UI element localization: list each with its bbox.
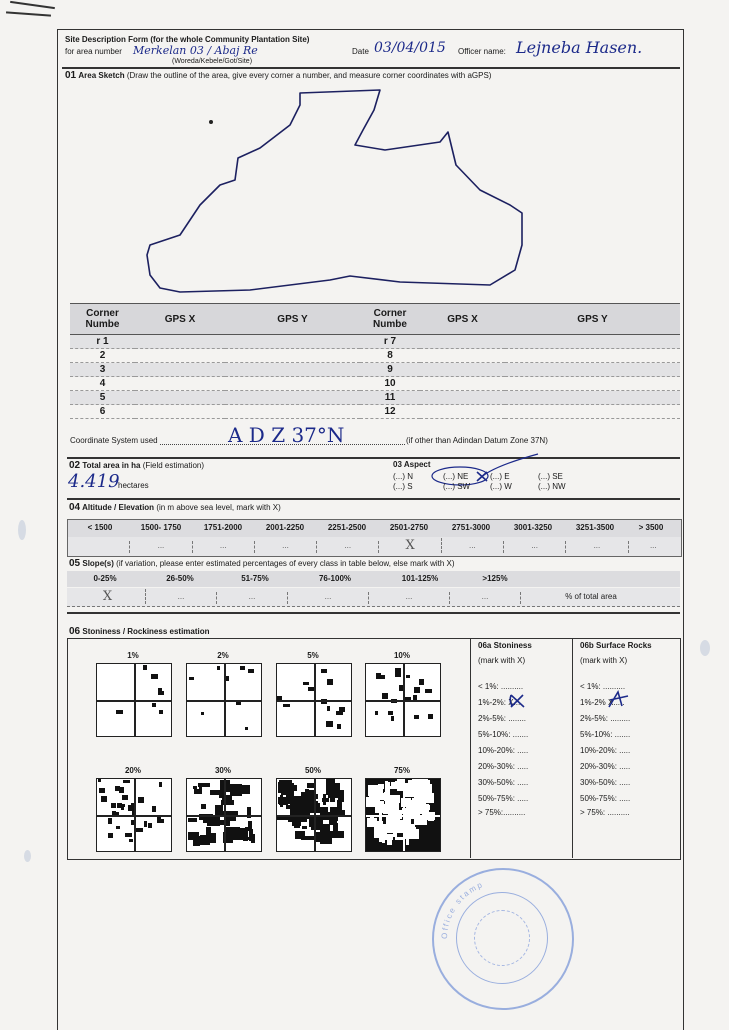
divider (67, 498, 680, 500)
rock-mark (101, 796, 107, 802)
area-number-value[interactable]: Merkelan 03 / Abaj Re (133, 44, 258, 57)
corner-number: 4 (70, 377, 135, 391)
stoniness-example-grid (276, 663, 352, 737)
altitude-cell[interactable]: ... (504, 541, 566, 553)
divider (67, 612, 680, 614)
coordinate-label: Coordinate System used (70, 436, 158, 445)
stoniness-example-grid (96, 663, 172, 737)
section-02-heading (69, 460, 204, 471)
section-num: 01 (65, 70, 77, 81)
rock-mark (201, 804, 206, 809)
section-num: 05 (69, 558, 81, 569)
rock-mark (217, 666, 220, 670)
stoniness-example-label: 10% (393, 651, 410, 660)
altitude-cell-selected[interactable]: X (379, 538, 441, 553)
rock-mark (115, 786, 120, 791)
rock-mark (159, 782, 162, 787)
stoniness-example-label: 1% (127, 651, 139, 660)
stoniness-option[interactable]: 10%-20%: ..... (478, 746, 529, 755)
section-06-heading (69, 626, 210, 637)
altitude-range: 3251-3500 (575, 523, 615, 532)
total-area-unit: hectares (118, 481, 149, 490)
rock-mark (288, 818, 301, 822)
rock-mark (248, 669, 254, 673)
slope-cell[interactable]: ... (450, 592, 521, 604)
rock-mark (417, 791, 421, 802)
rock-mark (303, 682, 309, 685)
rock-mark (189, 677, 194, 680)
altitude-cell[interactable]: ... (566, 541, 628, 553)
grid-line (187, 700, 261, 702)
rock-mark (327, 679, 333, 685)
area-sublabel: (Woreda/Kebele/Got/Site) (172, 58, 253, 65)
slope-cell[interactable]: ... (369, 592, 450, 604)
rock-mark (188, 832, 199, 840)
grid-line (97, 815, 171, 817)
section-sub: (if variation, please enter estimated percentages of every class in table below, else mark with X) (116, 559, 455, 568)
slope-range: 76-100% (318, 574, 352, 583)
altitude-range: > 3500 (638, 523, 664, 532)
rock-mark (236, 701, 241, 705)
rock-mark (301, 836, 315, 840)
gps-x-cell[interactable] (420, 405, 505, 419)
rock-mark (375, 711, 378, 715)
surface-rocks-option[interactable]: 20%-30%: ..... (580, 762, 631, 771)
rock-mark (337, 724, 341, 729)
rock-mark (413, 828, 416, 834)
date-value[interactable]: 03/04/015 (374, 40, 446, 56)
surface-rocks-option[interactable]: 10%-20%: ..... (580, 746, 631, 755)
section-title: Area Sketch (78, 71, 125, 80)
surface-rocks-option[interactable]: < 1%: .......... (580, 682, 626, 691)
gps-x-cell[interactable] (135, 349, 225, 363)
altitude-range: 2501-2750 (389, 523, 429, 532)
altitude-range: 1751-2000 (203, 523, 243, 532)
corner-number: r 7 (360, 335, 420, 349)
date-label: Date (352, 47, 369, 56)
rock-mark (121, 807, 124, 810)
area-outline (147, 90, 522, 292)
stoniness-title: 06a Stoniness (478, 641, 532, 650)
slope-cell-selected[interactable]: X (70, 589, 146, 604)
altitude-cell[interactable]: ... (130, 541, 192, 553)
officer-name-value[interactable]: Lejneba Hasen. (516, 38, 643, 57)
rock-mark (143, 665, 147, 670)
stoniness-option-selected[interactable]: 1%-2%: X... (478, 698, 521, 707)
corner-number: 9 (360, 363, 420, 377)
rock-mark (144, 821, 147, 827)
gps-x-cell[interactable] (420, 363, 505, 377)
col-header: GPS X (135, 304, 225, 335)
rock-mark (326, 779, 335, 785)
rock-mark (99, 788, 105, 793)
stoniness-example-grid (276, 778, 352, 852)
stamp-text: Office stamp (439, 879, 486, 940)
gps-x-cell[interactable] (420, 349, 505, 363)
divider (62, 67, 680, 69)
stoniness-example-label: 30% (214, 766, 231, 775)
section-num: 03 (393, 460, 402, 469)
stoniness-example-label: 75% (393, 766, 410, 775)
section-sub: (in m above sea level, mark with X) (156, 503, 281, 512)
aspect-option-sw[interactable]: (...) SW (443, 482, 471, 491)
rock-mark (209, 839, 215, 842)
altitude-range: 2251-2500 (327, 523, 367, 532)
col-header: Corner Numbe (360, 304, 420, 335)
stoniness-sub: (mark with X) (478, 656, 526, 665)
rock-mark (200, 835, 208, 845)
rock-mark (330, 790, 335, 802)
section-instruction: (Draw the outline of the area, give every corner a number, and measure corner coordinates with aGPS) (126, 71, 492, 80)
gps-x-cell[interactable] (135, 391, 225, 405)
rock-mark (152, 806, 156, 812)
surface-rocks-option[interactable]: 50%-75%: ..... (580, 794, 631, 803)
rock-mark (386, 802, 399, 811)
rock-mark (245, 827, 252, 831)
rock-mark (245, 727, 248, 730)
rock-mark (151, 674, 158, 679)
rock-mark (382, 693, 388, 699)
rock-mark (138, 797, 144, 803)
rock-mark (116, 710, 123, 714)
aspect-option-w[interactable]: (...) W (490, 482, 512, 491)
rock-mark (295, 799, 301, 808)
scan-speck (18, 520, 26, 540)
rock-mark (123, 780, 130, 783)
corner-number: 12 (360, 405, 420, 419)
rock-mark (369, 790, 376, 797)
form-title: Site Description Form (for the whole Community Plantation Site) (65, 35, 310, 44)
rock-mark (148, 823, 152, 828)
slope-total-label: % of total area (565, 592, 617, 601)
stoniness-option[interactable]: 30%-50%: ..... (478, 778, 529, 787)
altitude-cell[interactable]: ... (193, 541, 255, 553)
section-04-heading (69, 502, 281, 513)
gps-y-cell[interactable] (225, 377, 360, 391)
rock-mark (129, 839, 133, 842)
slope-range: 101-125% (401, 574, 439, 583)
slope-range: >125% (482, 574, 508, 583)
stoniness-x-mark (508, 693, 528, 709)
altitude-range: 2001-2250 (265, 523, 305, 532)
rock-mark (279, 801, 284, 805)
aspect-option-s[interactable]: (...) S (393, 482, 413, 491)
surface-rocks-option[interactable]: 2%-5%: ......... (580, 714, 631, 723)
area-number-label: for area number (65, 47, 122, 56)
gps-y-cell[interactable] (505, 405, 680, 419)
altitude-cell[interactable]: ... (649, 541, 657, 550)
rock-mark (370, 817, 374, 827)
table-row (70, 349, 680, 363)
rock-mark (382, 834, 385, 843)
aspect-option-ne[interactable]: (...) NE (443, 472, 469, 481)
rock-mark (326, 721, 333, 727)
rock-mark (240, 666, 245, 670)
rock-mark (322, 798, 329, 802)
rock-mark (226, 827, 240, 833)
rock-mark (419, 779, 428, 789)
rock-mark (152, 703, 156, 707)
aspect-option-e[interactable]: (...) E (490, 472, 510, 481)
gps-x-cell[interactable] (420, 391, 505, 405)
surface-rocks-column (572, 638, 681, 858)
rock-mark (283, 704, 290, 707)
rock-mark (286, 794, 294, 800)
rock-mark (320, 837, 332, 844)
rock-mark (278, 782, 289, 793)
rock-mark (159, 710, 163, 714)
rock-mark (199, 785, 202, 792)
rock-mark (125, 833, 132, 837)
coordinate-value[interactable]: A D Z 37°N (228, 423, 345, 447)
rock-mark (294, 785, 297, 791)
section-title: Stoniness / Rockiness estimation (82, 627, 210, 636)
rock-mark (158, 691, 164, 695)
col-header: GPS Y (505, 304, 680, 335)
altitude-range: 3001-3250 (513, 523, 553, 532)
rock-mark (193, 786, 197, 789)
col-header: GPS Y (225, 304, 360, 335)
stoniness-option[interactable]: < 1%: .......... (478, 682, 524, 691)
table-row (70, 363, 680, 377)
grid-line (277, 700, 351, 702)
altitude-range: < 1500 (87, 523, 113, 532)
aspect-option-n[interactable]: (...) N (393, 472, 413, 481)
gps-table (70, 303, 680, 419)
gps-y-cell[interactable] (225, 363, 360, 377)
table-row (70, 405, 680, 419)
rock-mark (419, 679, 424, 685)
col-header: Corner Numbe (70, 304, 135, 335)
rock-mark (391, 716, 394, 721)
rock-mark (108, 818, 112, 824)
slope-cell[interactable]: ... (146, 592, 217, 604)
gps-y-cell[interactable] (225, 405, 360, 419)
slope-cell[interactable]: ... (288, 592, 369, 604)
section-03-heading (393, 460, 431, 469)
altitude-range: 1500- 1750 (140, 523, 182, 532)
altitude-cell[interactable]: ... (317, 541, 379, 553)
altitude-cell[interactable]: ... (255, 541, 317, 553)
coordinate-note: (if other than Adindan Datum Zone 37N) (406, 436, 548, 445)
area-sketch (60, 80, 680, 300)
rock-mark (242, 837, 253, 840)
slope-range: 26-50% (166, 574, 194, 583)
rock-mark (302, 826, 307, 829)
gps-y-cell[interactable] (505, 335, 680, 349)
surface-rocks-option[interactable]: 30%-50%: ..... (580, 778, 631, 787)
section-num: 06 (69, 626, 81, 637)
gps-y-cell[interactable] (505, 349, 680, 363)
stoniness-example-grid (365, 778, 441, 852)
rock-mark (406, 675, 410, 678)
stoniness-option[interactable]: 50%-75%: ..... (478, 794, 529, 803)
altitude-cell[interactable] (70, 541, 130, 553)
scan-mark (6, 11, 51, 16)
table-row (70, 335, 680, 349)
rock-mark (386, 791, 389, 801)
section-title: Aspect (403, 460, 431, 469)
rock-mark (425, 689, 432, 693)
stoniness-column (470, 638, 573, 858)
gps-y-cell[interactable] (505, 391, 680, 405)
rock-mark (188, 818, 197, 822)
stoniness-example-label: 20% (124, 766, 141, 775)
surface-rocks-title: 06b Surface Rocks (580, 641, 652, 650)
gps-x-cell[interactable] (135, 335, 225, 349)
rock-mark (111, 803, 116, 808)
grid-line (97, 700, 171, 702)
rock-mark (336, 711, 343, 715)
rock-mark (418, 805, 430, 810)
slope-range: 0-25% (93, 574, 117, 583)
stoniness-example-label: 5% (307, 651, 319, 660)
grid-line (277, 815, 351, 817)
rock-mark (122, 795, 128, 800)
gps-y-cell[interactable] (225, 335, 360, 349)
surface-rocks-sub: (mark with X) (580, 656, 628, 665)
stoniness-option[interactable]: > 75%:.......... (478, 808, 526, 817)
gps-y-cell[interactable] (505, 377, 680, 391)
col-header: GPS X (420, 304, 505, 335)
gps-x-cell[interactable] (420, 335, 505, 349)
gps-x-cell[interactable] (135, 405, 225, 419)
slope-values (70, 589, 661, 604)
rock-mark (311, 820, 323, 830)
stoniness-example-grid (96, 778, 172, 852)
corner-number: 6 (70, 405, 135, 419)
stoniness-option[interactable]: 2%-5%: ........ (478, 714, 527, 723)
rock-mark (136, 828, 143, 832)
rock-mark (381, 675, 385, 679)
svg-text:Office stamp (440, 880, 485, 940)
rock-mark (388, 711, 393, 715)
sketch-dot (209, 120, 213, 124)
aspect-x-mark (476, 471, 488, 482)
rock-mark (428, 714, 433, 719)
rock-mark (98, 779, 101, 782)
grid-line (187, 815, 261, 817)
office-stamp (432, 868, 574, 1010)
rock-mark (414, 715, 419, 719)
gps-x-cell[interactable] (135, 377, 225, 391)
section-sub: (Field estimation) (142, 461, 205, 470)
stoniness-example-label: 2% (217, 651, 229, 660)
gps-y-cell[interactable] (225, 349, 360, 363)
gps-x-cell[interactable] (420, 377, 505, 391)
total-area-value[interactable]: 4.419 (68, 471, 120, 492)
corner-number: 2 (70, 349, 135, 363)
surface-rocks-option[interactable]: 5%-10%: ....... (580, 730, 631, 739)
rock-mark (210, 790, 224, 795)
gps-x-cell[interactable] (135, 363, 225, 377)
stoniness-example-grid (186, 663, 262, 737)
rock-mark (387, 834, 392, 845)
corner-number: 5 (70, 391, 135, 405)
rock-mark (414, 687, 420, 693)
rock-mark (116, 826, 120, 829)
section-num: 04 (69, 502, 81, 513)
rock-mark (330, 831, 344, 838)
slope-ranges (70, 574, 530, 583)
rock-mark (327, 706, 330, 711)
scan-speck (700, 640, 710, 656)
rock-mark (226, 676, 229, 681)
altitude-ranges (70, 523, 678, 532)
divider (67, 457, 680, 459)
section-title: Slope(s) (82, 559, 114, 568)
officer-label: Officer name: (458, 47, 506, 56)
rock-mark (108, 833, 113, 838)
stoniness-example-label: 50% (304, 766, 321, 775)
section-num: 02 (69, 460, 81, 471)
rock-mark (221, 800, 234, 805)
rock-mark (425, 792, 428, 802)
stoniness-example-grid (365, 663, 441, 737)
rock-mark (406, 800, 413, 808)
rock-mark (404, 817, 411, 828)
rock-mark (201, 712, 204, 715)
grid-line (366, 815, 440, 817)
stoniness-example-grid (186, 778, 262, 852)
scan-mark (10, 1, 55, 9)
surface-rocks-option-selected[interactable]: 1%-2% X..... (580, 698, 625, 707)
stoniness-option[interactable]: 5%-10%: ....... (478, 730, 529, 739)
grid-line (366, 700, 440, 702)
corner-number: r 1 (70, 335, 135, 349)
slope-range: 51-75% (241, 574, 269, 583)
section-title: Altitude / Elevation (82, 503, 155, 512)
stoniness-option[interactable]: 20%-30%: ..... (478, 762, 529, 771)
altitude-values (70, 538, 678, 553)
section-05-heading (69, 558, 455, 569)
scan-speck (24, 850, 31, 862)
corner-number: 11 (360, 391, 420, 405)
altitude-range: 2751-3000 (451, 523, 491, 532)
surface-rocks-x-mark (606, 690, 630, 710)
corner-number: 10 (360, 377, 420, 391)
gps-y-cell[interactable] (505, 363, 680, 377)
gps-y-cell[interactable] (225, 391, 360, 405)
rock-mark (321, 669, 327, 673)
slope-cell[interactable]: ... (217, 592, 288, 604)
aspect-option-se[interactable]: (...) SE (538, 472, 563, 481)
aspect-option-nw[interactable]: (...) NW (538, 482, 566, 491)
section-title: Total area in ha (82, 461, 141, 470)
corner-number: 8 (360, 349, 420, 363)
rock-mark (395, 668, 401, 674)
rock-mark (413, 805, 419, 809)
rock-mark (381, 824, 395, 829)
rock-mark (376, 673, 381, 679)
corner-number: 3 (70, 363, 135, 377)
altitude-cell[interactable]: ... (442, 541, 504, 553)
table-row (70, 377, 680, 391)
rock-mark (308, 801, 318, 810)
table-row (70, 391, 680, 405)
surface-rocks-option[interactable]: > 75%: .......... (580, 808, 630, 817)
